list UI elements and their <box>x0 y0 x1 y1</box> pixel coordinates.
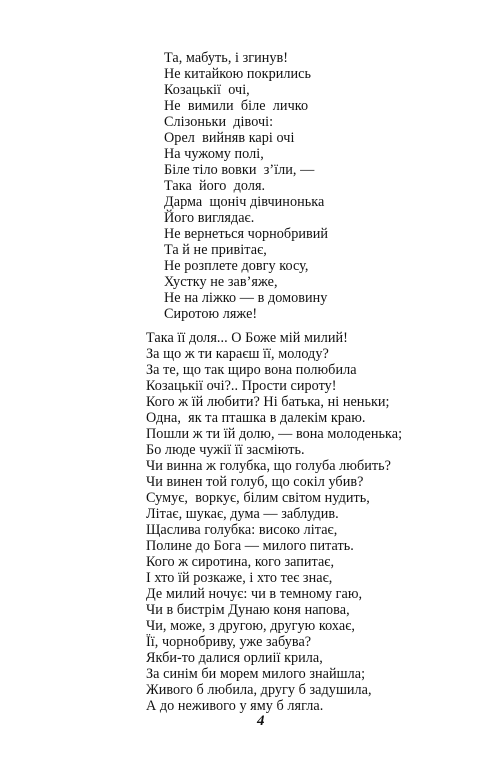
poem-line: Його виглядає. <box>164 210 255 226</box>
poem-line: Сиротою ляже! <box>164 306 258 322</box>
poem-line: Козацькії очі?.. Прости сироту! <box>146 378 337 394</box>
page-number: 4 <box>257 713 265 729</box>
poem-line: Та, мабуть, і згинув! <box>164 50 289 66</box>
poem-line: Не на ліжко — в домовину <box>164 290 328 306</box>
poem-line: Чи винен той голуб, що сокіл убив? <box>146 474 364 490</box>
poem-line: Сумує, воркує, білим світом нудить, <box>146 490 370 506</box>
poem-line: Де милий ночує: чи в темному гаю, <box>146 586 363 602</box>
poem-line: Хустку не зав’яже, <box>164 274 278 290</box>
poem-line: Її, чорнобриву, уже забува? <box>146 634 312 650</box>
poem-line: Козацькії очі, <box>164 82 250 98</box>
poem-line: Живого б любила, другу б задушила, <box>146 682 372 698</box>
poem-line: Така його доля. <box>164 178 266 194</box>
poem-line: Дарма щоніч дівчинонька <box>164 194 325 210</box>
poem-line: А до неживого у яму б лягла. <box>146 698 324 714</box>
poem-line: Не китайкою покрились <box>164 66 312 82</box>
poem-line: Чи в бистрім Дунаю коня напова, <box>146 602 350 618</box>
poem-line: Пошли ж ти їй долю, — вона молоденька; <box>146 426 403 442</box>
poem-line: Чи винна ж голубка, що голуба любить? <box>146 458 391 474</box>
poem-line: Орел вийняв карі очі <box>164 130 295 146</box>
poem-line: Не розплете довгу косу, <box>164 258 309 274</box>
poem-line: Така її доля... О Боже мій милий! <box>146 330 348 346</box>
poem-line: Одна, як та пташка в далекім краю. <box>146 410 366 426</box>
poem-line: Полине до Бога — милого питать. <box>146 538 354 554</box>
poem-line: За те, що так щиро вона полюбила <box>146 362 357 378</box>
poem-line: Щаслива голубка: високо літає, <box>146 522 338 538</box>
poem-line: За синім би морем милого знайшла; <box>146 666 366 682</box>
poem-line: Чи, може, з другою, другую кохає, <box>146 618 355 634</box>
poem-line: На чужому полі, <box>164 146 264 162</box>
poem-line: За що ж ти караєш її, молоду? <box>146 346 329 362</box>
poem-line: Бо люде чужії її засміють. <box>146 442 305 458</box>
poem-line: Не вимили біле личко <box>164 98 309 114</box>
poem-line: Біле тіло вовки з’їли, — <box>164 162 315 178</box>
poem-line: Якби-то далися орлиії крила, <box>146 650 323 666</box>
poem-line: Літає, шукає, дума — заблудив. <box>146 506 339 522</box>
poem-line: Кого ж їй любити? Ні батька, ні неньки; <box>146 394 390 410</box>
poem-line: Слізоньки дівочі: <box>164 114 274 130</box>
poem-line: Кого ж сиротина, кого запитає, <box>146 554 335 570</box>
poem-line: Не вернеться чорнобривий <box>164 226 329 242</box>
poem-line: Та й не привітає, <box>164 242 267 258</box>
poem-line: І хто їй розкаже, і хто теє знає, <box>146 570 333 586</box>
